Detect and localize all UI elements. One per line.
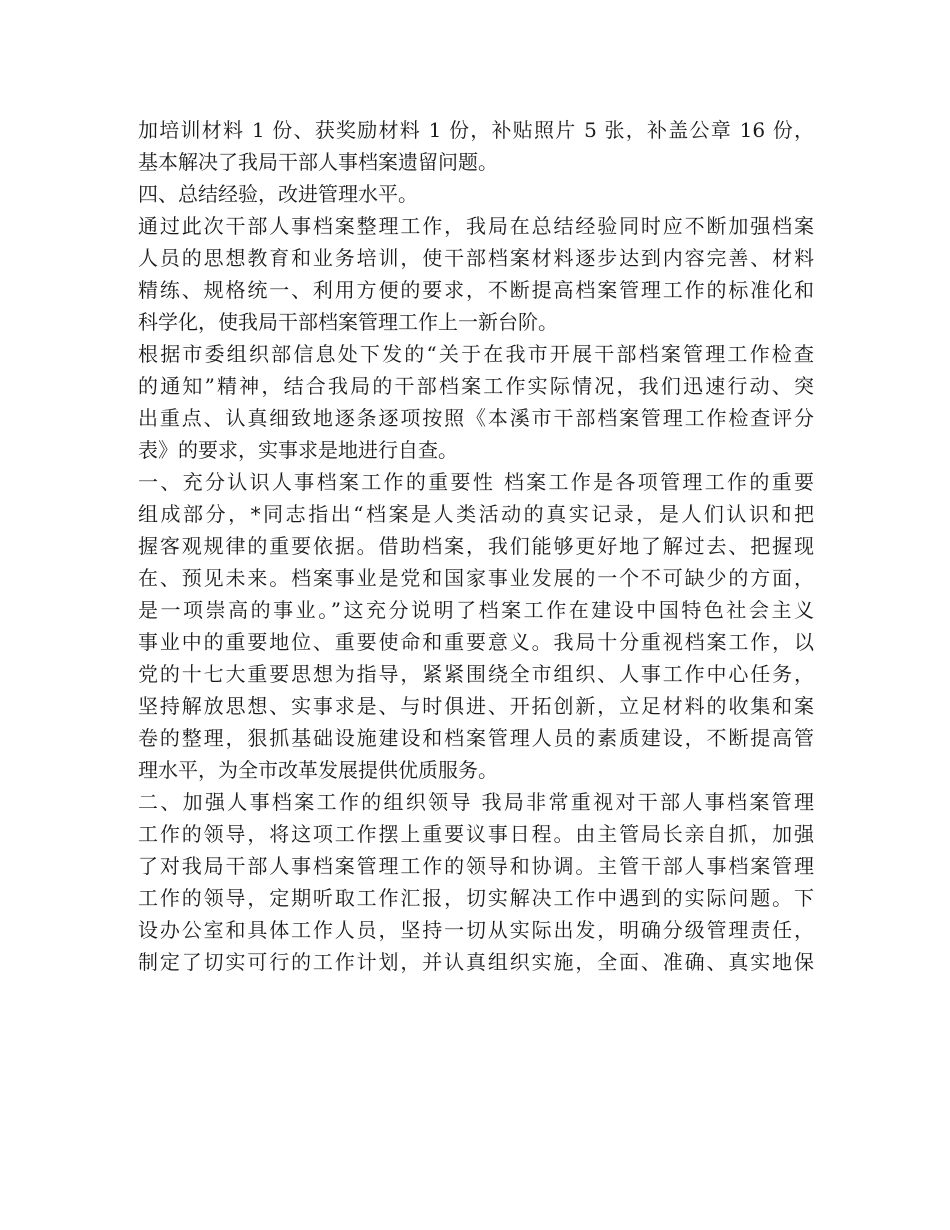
text-line-24: 了对我局干部人事档案管理工作的领导和协调。主管干部人事档案管理 <box>138 854 814 878</box>
text-line-2: 基本解决了我局干部人事档案遗留问题。 <box>138 150 498 174</box>
text-line-11: 表》的要求，实事求是地进行自查。 <box>138 438 458 462</box>
text-line-14: 握客观规律的重要依据。借助档案，我们能够更好地了解过去、把握现 <box>138 534 814 558</box>
text-line-19: 坚持解放思想、实事求是、与时俱进、开拓创新，立足材料的收集和案 <box>138 694 814 718</box>
text-line-6: 精练、规格统一、利用方便的要求，不断提高档案管理工作的标准化和 <box>138 278 814 302</box>
text-line-25: 工作的领导，定期听取工作汇报，切实解决工作中遇到的实际问题。下 <box>138 886 814 910</box>
text-line-7: 科学化，使我局干部档案管理工作上一新台阶。 <box>138 310 558 334</box>
section-heading-2: 二、加强人事档案工作的组织领导 我局非常重视对干部人事档案管理 <box>138 790 814 814</box>
section-heading-4: 四、总结经验，改进管理水平。 <box>138 182 418 206</box>
text-line-18: 党的十七大重要思想为指导，紧紧围绕全市组织、人事工作中心任务， <box>138 662 814 686</box>
text-line-13: 组成部分，*同志指出“档案是人类活动的真实记录，是人们认识和把 <box>138 502 814 526</box>
text-line-16: 是一项崇高的事业。”这充分说明了档案工作在建设中国特色社会主义 <box>138 598 814 622</box>
text-line-21: 理水平，为全市改革发展提供优质服务。 <box>138 758 498 782</box>
text-line-26: 设办公室和具体工作人员，坚持一切从实际出发，明确分级管理责任， <box>138 918 814 942</box>
text-line-17: 事业中的重要地位、重要使命和重要意义。我局十分重视档案工作，以 <box>138 630 814 654</box>
section-heading-1: 一、充分认识人事档案工作的重要性 档案工作是各项管理工作的重要 <box>138 470 814 494</box>
document-page <box>138 114 814 978</box>
text-line-1: 加培训材料 1 份、获奖励材料 1 份，补贴照片 5 张，补盖公章 16 份， <box>138 118 814 142</box>
text-line-5: 人员的思想教育和业务培训，使干部档案材料逐步达到内容完善、材料 <box>138 246 814 270</box>
text-line-20: 卷的整理，狠抓基础设施建设和档案管理人员的素质建设，不断提高管 <box>138 726 814 750</box>
text-line-15: 在、预见未来。档案事业是党和国家事业发展的一个不可缺少的方面， <box>138 566 814 590</box>
text-line-23: 工作的领导，将这项工作摆上重要议事日程。由主管局长亲自抓，加强 <box>138 822 814 846</box>
text-line-9: 的通知”精神，结合我局的干部档案工作实际情况，我们迅速行动、突 <box>138 374 814 398</box>
text-line-10: 出重点、认真细致地逐条逐项按照《本溪市干部档案管理工作检查评分 <box>138 406 814 430</box>
text-line-4: 通过此次干部人事档案整理工作，我局在总结经验同时应不断加强档案 <box>138 214 814 238</box>
text-line-27: 制定了切实可行的工作计划，并认真组织实施，全面、准确、真实地保 <box>138 950 814 974</box>
text-line-8: 根据市委组织部信息处下发的“关于在我市开展干部档案管理工作检查 <box>138 342 814 366</box>
